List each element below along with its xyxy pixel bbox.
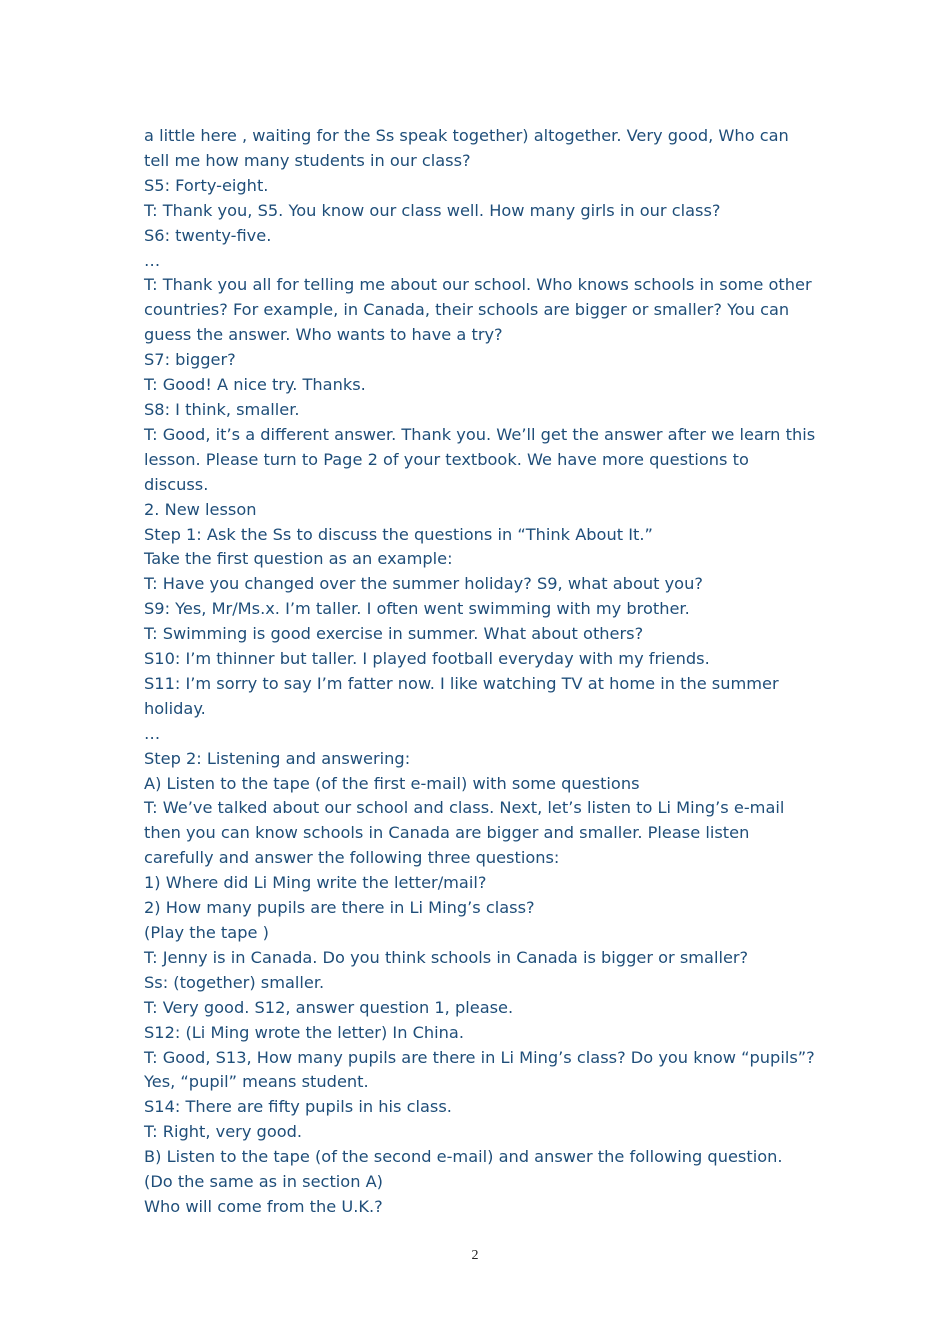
text-line: S12: (Li Ming wrote the letter) In China. xyxy=(144,1022,464,1042)
text-line: Take the first question as an example: xyxy=(144,549,453,569)
text-line: T: Thank you all for telling me about our school. Who knows schools in some other countries? For example, in Canada, their schools are bigger or smaller? You can guess the answer. Who wants to have a try? xyxy=(144,275,812,345)
text-line: T: Very good. S12, answer question 1, please. xyxy=(144,997,514,1017)
text-line: S7: bigger? xyxy=(144,350,236,370)
text-line: Step 1: Ask the Ss to discuss the questions in “Think About It.” xyxy=(144,524,653,544)
text-line: Step 2: Listening and answering: xyxy=(144,748,411,768)
text-line: a little here , waiting for the Ss speak together) altogether. Very good, Who can tell me how many students in our class? xyxy=(144,126,789,170)
text-line: T: Thank you, S5. You know our class well. How many girls in our class? xyxy=(144,200,721,220)
text-line: Who will come from the U.K.? xyxy=(144,1196,383,1216)
text-line: T: Good, S13, How many pupils are there in Li Ming’s class? Do you know “pupils”? Yes, “pupil” means student. xyxy=(144,1047,815,1092)
text-line: (Play the tape ) xyxy=(144,923,269,942)
text-line: (Do the same as in section A) xyxy=(144,1172,384,1192)
text-line: T: Good! A nice try. Thanks. xyxy=(144,375,366,395)
text-line: T: We’ve talked about our school and class. Next, let’s listen to Li Ming’s e-mail then you can know schools in Canada are bigger and smaller. Please listen carefully and answer the following three questions: xyxy=(144,798,785,868)
text-line: S5: Forty-eight. xyxy=(144,175,269,195)
page-number: 2 xyxy=(471,1248,479,1263)
text-line: S9: Yes, Mr/Ms.x. I’m taller. I often went swimming with my brother. xyxy=(144,599,690,619)
text-line: T: Have you changed over the summer holiday? S9, what about you? xyxy=(144,574,703,594)
text-line: S6: twenty-five. xyxy=(144,225,272,245)
text-line: S11: I’m sorry to say I’m fatter now. I like watching TV at home in the summer holiday. xyxy=(144,673,779,718)
text-line: 1) Where did Li Ming write the letter/mail? xyxy=(144,873,487,893)
text-line: Ss: (together) smaller. xyxy=(144,972,325,992)
text-line: T: Jenny is in Canada. Do you think schools in Canada is bigger or smaller? xyxy=(144,947,749,967)
text-line: A) Listen to the tape (of the first e-mail) with some questions xyxy=(144,773,640,793)
text-line: T: Swimming is good exercise in summer. What about others? xyxy=(144,624,644,644)
section-heading: 2. New lesson xyxy=(144,499,257,519)
text-line: T: Good, it’s a different answer. Thank you. We’ll get the answer after we learn this lesson. Please turn to Page 2 of your textbook. We have more questions to discuss. xyxy=(144,424,816,494)
document-body xyxy=(144,124,816,1220)
text-line: S10: I’m thinner but taller. I played football everyday with my friends. xyxy=(144,649,710,669)
text-line: … xyxy=(144,723,161,743)
text-line: B) Listen to the tape (of the second e-mail) and answer the following question. xyxy=(144,1147,783,1167)
text-line: T: Right, very good. xyxy=(144,1122,303,1142)
text-line: S14: There are fifty pupils in his class. xyxy=(144,1097,452,1117)
text-line: S8: I think, smaller. xyxy=(144,399,300,419)
text-line: 2) How many pupils are there in Li Ming’s class? xyxy=(144,898,535,918)
text-line: … xyxy=(144,250,161,270)
